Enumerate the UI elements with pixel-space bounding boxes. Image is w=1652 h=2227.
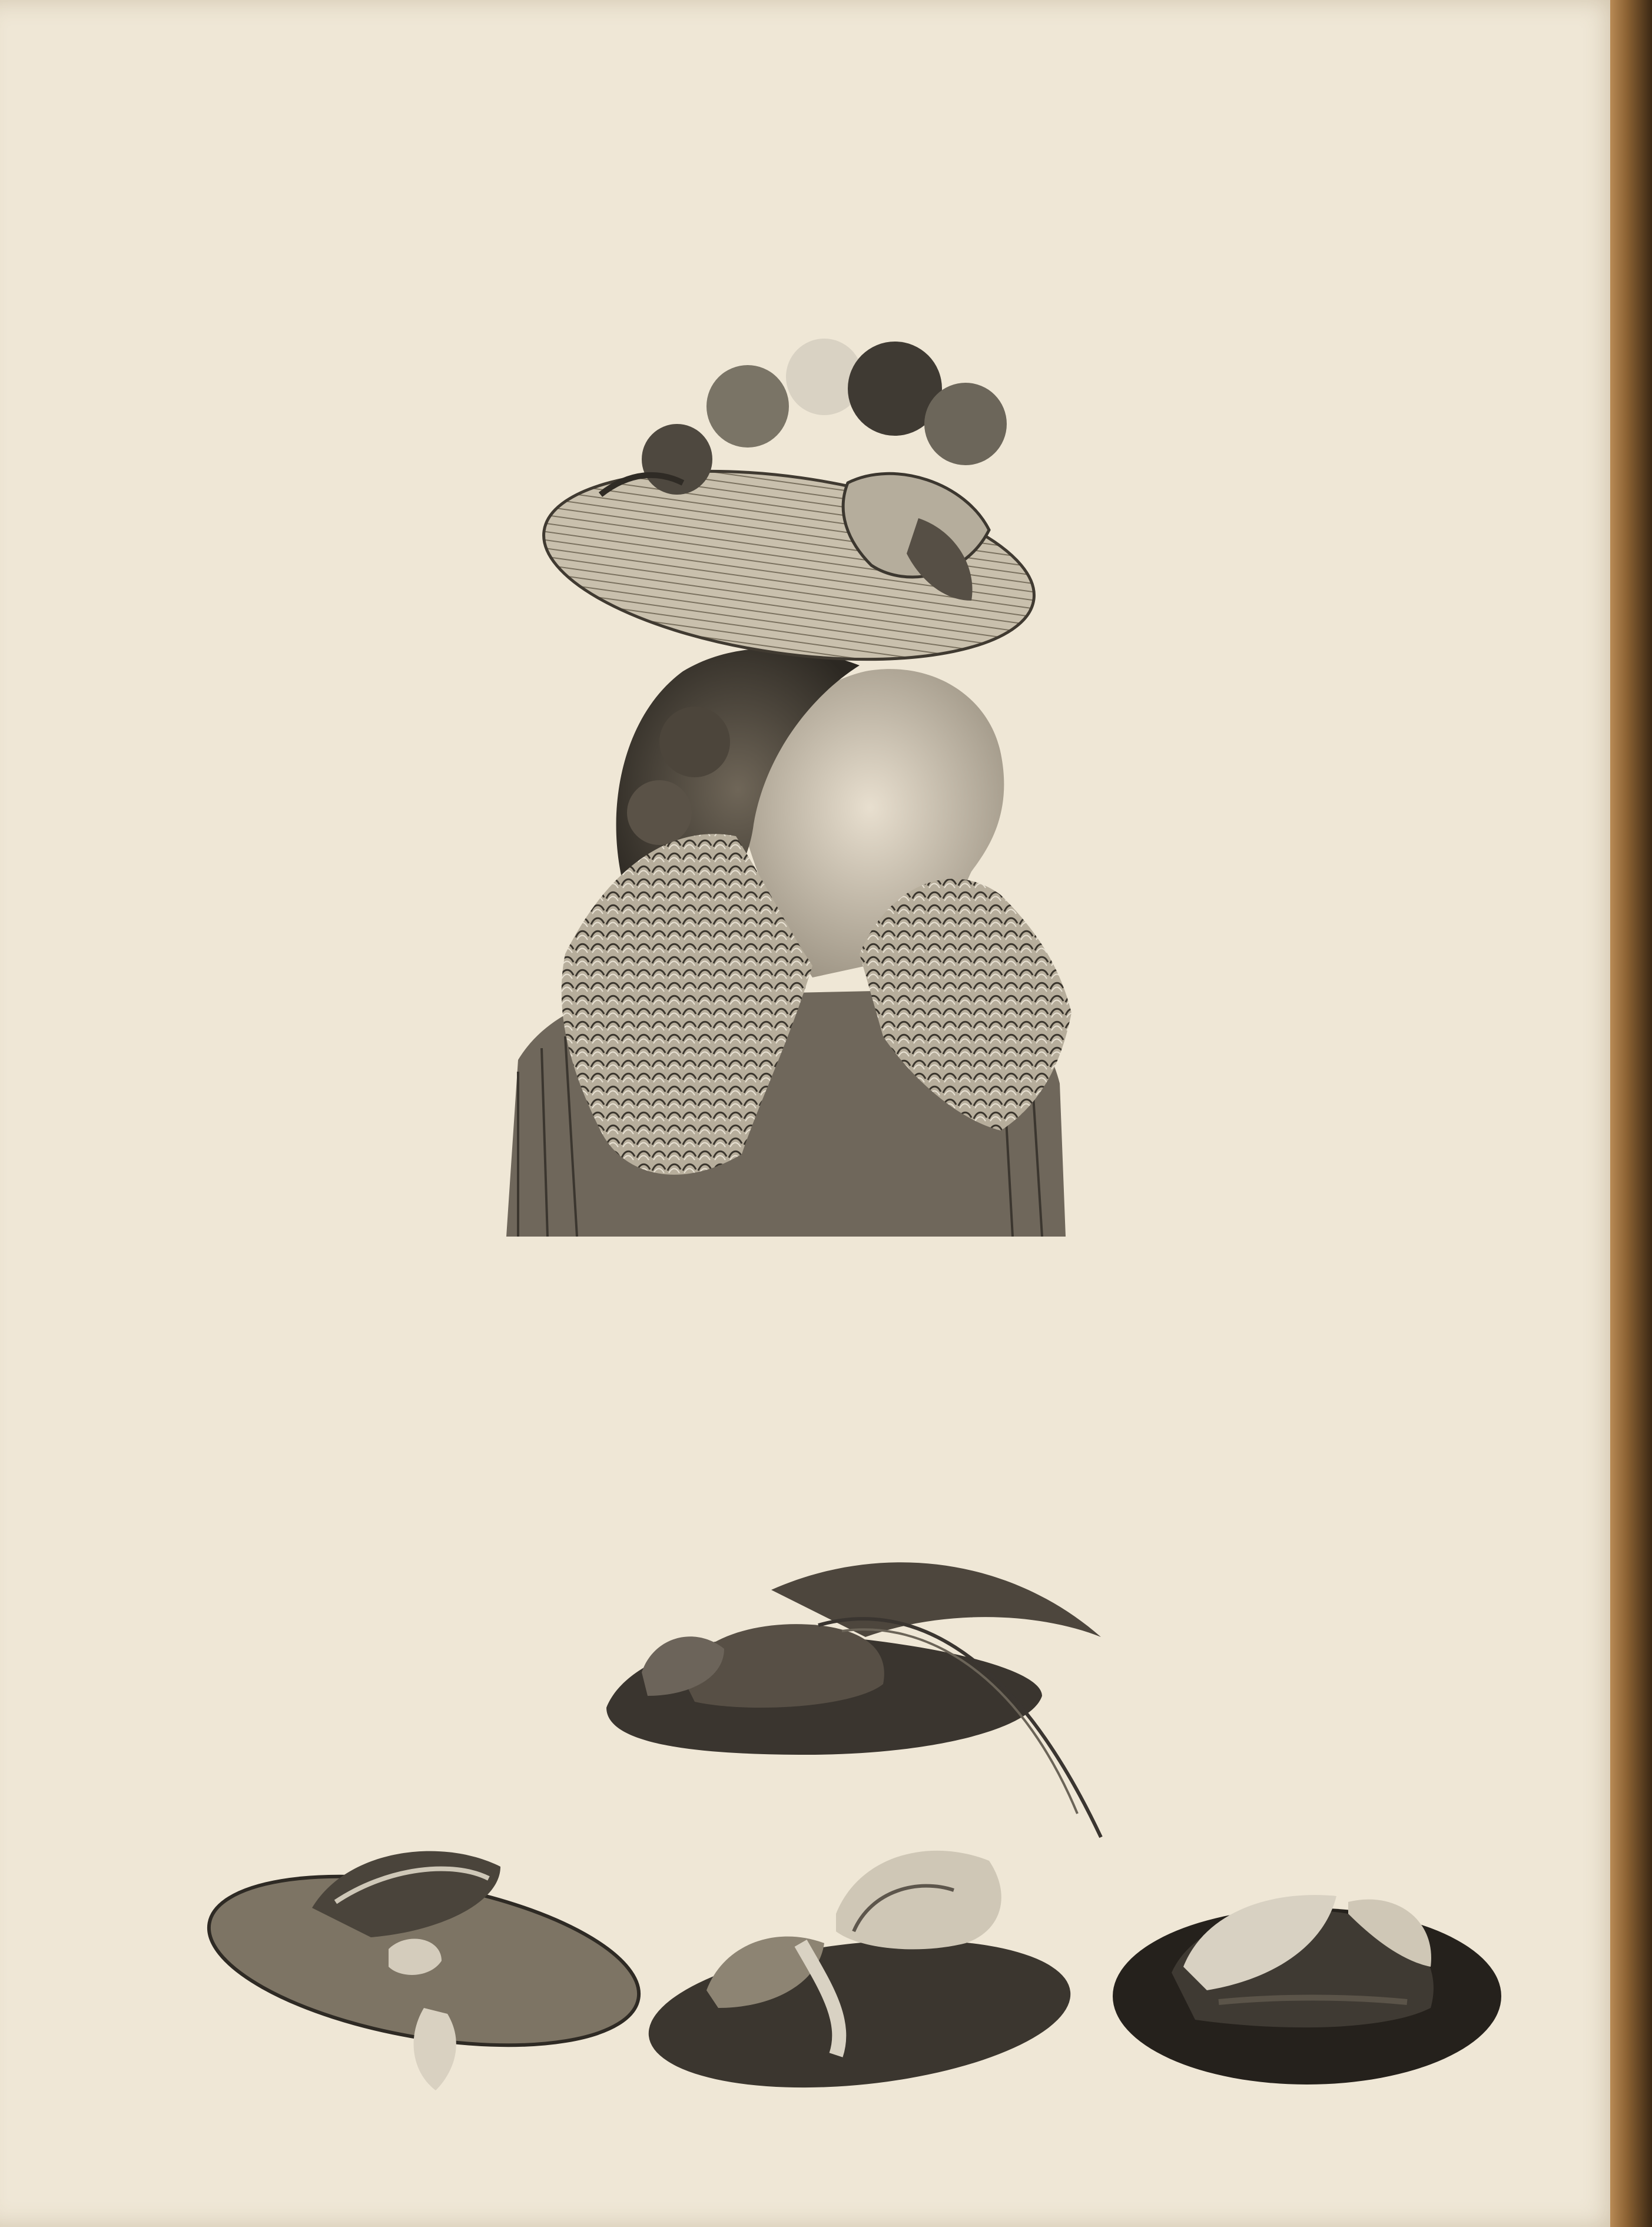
- woman-portrait-illustration: [483, 306, 1166, 1237]
- obr-17-line: [213, 1310, 407, 1337]
- obr-20-line: [1122, 1573, 1507, 1599]
- book-binding-edge: [1610, 0, 1652, 2227]
- hat-illustration-33: [1101, 1855, 1513, 2102]
- hat-illustration-31: [194, 1814, 653, 2096]
- hat-illustration-30: [595, 1519, 1124, 1849]
- hat-illustration-32: [624, 1843, 1095, 2102]
